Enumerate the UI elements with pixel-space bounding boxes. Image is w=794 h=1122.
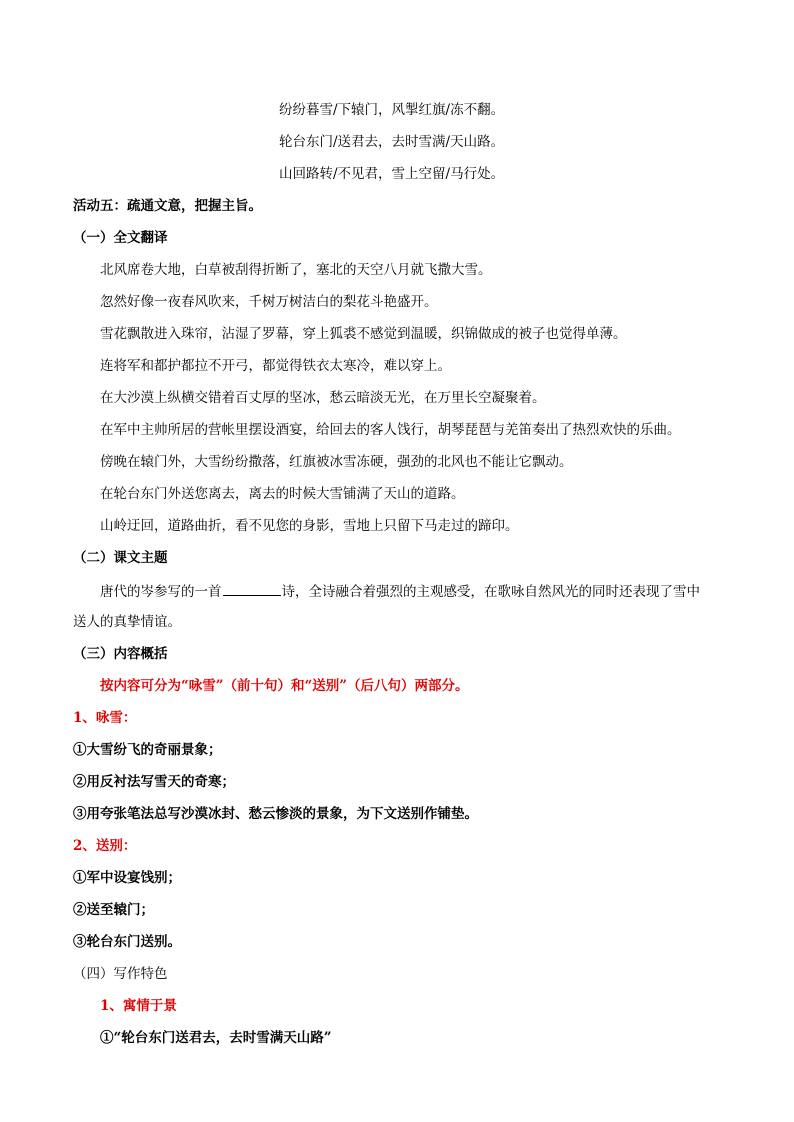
theme-text-before-blank: 唐代的岑参写的一首 — [100, 584, 222, 600]
translation-paragraph-2: 忽然好像一夜春风吹来，千树万树洁白的梨花斗艳盛开。 — [100, 294, 438, 310]
translation-paragraph-5: 在大沙漠上纵横交错着百丈厚的坚冰，愁云暗淡无光，在万里长空凝聚着。 — [100, 390, 546, 406]
section4-quote: ①“轮台东门送君去，去时雪满天山路” — [100, 1030, 332, 1046]
theme-text-after-blank: 诗，全诗融合着强烈的主观感受，在歌咏自然风光的同时还表现了雪中 — [281, 584, 700, 600]
content-summary: 按内容可分为“咏雪”（前十句）和“送别”（后八句）两部分。 — [100, 678, 469, 694]
fill-in-blank[interactable] — [223, 581, 281, 596]
part2-item-1: ①军中设宴饯别； — [73, 870, 181, 886]
translation-paragraph-6: 在军中主帅所居的营帐里摆设酒宴，给回去的客人饯行，胡琴琵琶与羌笛奏出了热烈欢快的乐曲。 — [100, 422, 681, 438]
translation-paragraph-1: 北风席卷大地，白草被刮得折断了，塞北的天空八月就飞撒大雪。 — [100, 262, 492, 278]
translation-paragraph-4: 连将军和都护都拉不开弓，都觉得铁衣太寒冷，难以穿上。 — [100, 358, 451, 374]
activity-title: 活动五：疏通文意，把握主旨。 — [73, 198, 262, 214]
translation-paragraph-8: 在轮台东门外送您离去，离去的时候大雪铺满了天山的道路。 — [100, 486, 465, 502]
translation-paragraph-7: 傍晚在辕门外，大雪纷纷撒落，红旗被冰雪冻硬，强劲的北风也不能让它飘动。 — [100, 454, 573, 470]
part2-item-3: ③轮台东门送别。 — [73, 934, 181, 950]
poem-line-1: 纷纷暮雪/下辕门，风掣红旗/冻不翻。 — [279, 102, 505, 118]
poem-line-3: 山回路转/不见君，雪上空留/马行处。 — [279, 166, 505, 182]
poem-line-2: 轮台东门/送君去，去时雪满/天山路。 — [279, 134, 505, 150]
section1-heading: （一）全文翻译 — [73, 230, 168, 246]
part1-item-1: ①大雪纷飞的奇丽景象； — [73, 742, 222, 758]
translation-paragraph-3: 雪花飘散进入珠帘，沾湿了罗幕，穿上狐裘不感觉到温暖，织锦做成的被子也觉得单薄。 — [100, 326, 627, 342]
section4-subtitle: 1、寓情于景 — [100, 998, 177, 1014]
part2-title: 2、送别： — [73, 838, 137, 854]
section3-heading: （三）内容概括 — [73, 646, 168, 662]
section4-heading: （四）写作特色 — [73, 966, 168, 982]
theme-line-1 — [100, 581, 700, 601]
translation-paragraph-9: 山岭迂回，道路曲折，看不见您的身影，雪地上只留下马走过的蹄印。 — [100, 518, 519, 534]
theme-line-2: 送人的真挚情谊。 — [73, 614, 181, 630]
part1-item-3: ③用夸张笔法总写沙漠冰封、愁云惨淡的景象，为下文送别作铺垫。 — [73, 806, 478, 822]
part2-item-2: ②送至辕门； — [73, 902, 154, 918]
section2-heading: （二）课文主题 — [73, 550, 168, 566]
part1-title: 1、咏雪： — [73, 710, 137, 726]
part1-item-2: ②用反衬法写雪天的奇寒； — [73, 774, 235, 790]
